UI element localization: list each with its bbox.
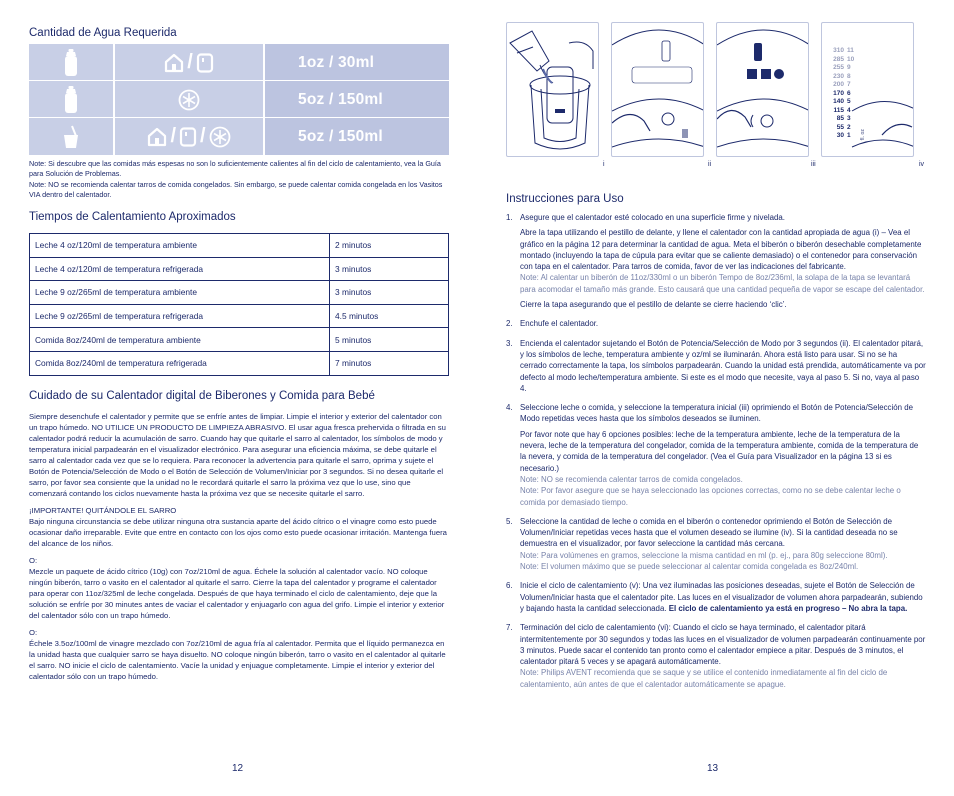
warming-time: 7 minutos: [330, 351, 449, 375]
scale-ml: 55: [836, 123, 844, 131]
scale-unit: fl. oz: [860, 129, 866, 141]
page-number: 13: [707, 763, 719, 774]
step-body: Abre la tapa utilizando el pestillo de delante, y llene el calentador con la cantidad apropiada de agua (i) – Vea el gráfico en la página 12 para determinar la cantidad de agua. Meta el biberón o biberón desechable completamente montado (incluyendo la tapa de cúpula para evitar que se caliente demasiado) o el contenedor para conservación con tapa en el calentador. Para tarros de comida, favor de ver las indicaciones del fabricante.: [520, 228, 922, 272]
list-item: [506, 402, 926, 508]
warming-item: Leche 9 oz/265ml de temperatura refrigerada: [30, 304, 330, 328]
bottle-icon: [63, 49, 79, 77]
scale-oz: 7: [847, 81, 851, 88]
scale-ml: 170: [833, 89, 844, 97]
step-note: Note: Al calentar un biberón de 11oz/330ml o un biberón Tempo de 8oz/236ml, la solapa de la tapa se levantará para acomodar el tamaño más grande. Esto causará que una cantidad pequeña de vapor se escape del calentador.: [520, 273, 925, 294]
scale-ml: 115: [833, 106, 844, 114]
figure-label: i: [603, 161, 605, 168]
scale-oz: 1: [847, 132, 851, 139]
figure-label: iii: [811, 161, 816, 168]
instruction-steps: [506, 212, 926, 690]
quantity-note: Note: Si descubre que las comidas más espesas no son lo suficientemente calientes al fin del ciclo de calentamiento, vea la Guía para Solución de Problemas.: [29, 159, 441, 178]
warming-item: Leche 4 oz/120ml de temperatura refrigerada: [30, 257, 330, 281]
scale-oz: 9: [847, 64, 851, 71]
quantity-value: 5oz / 150ml: [298, 127, 383, 145]
step-note: Note: NO se recomienda calentar tarros de comida congelados.: [520, 474, 743, 484]
warming-item: Leche 9 oz/265ml de temperatura ambiente: [30, 281, 330, 305]
care-paragraph: Bajo ninguna circunstancia se debe utilizar ninguna otra sustancia aparte del ácido cítrico o el vinagre como esto puede ocasionar daño irreparable. Evite que entre en contacto con los ojos como esto puede ocasionar irritación. Mantenga fuera del alcance de los niños.: [29, 517, 447, 548]
scale-oz: 8: [847, 72, 851, 80]
table-row: [30, 351, 449, 375]
quantity-row: / 1oz / 30ml: [29, 44, 449, 81]
table-row: [30, 328, 449, 352]
illustration-mode-select: [716, 22, 809, 157]
scale-ml: 140: [833, 98, 844, 105]
scale-oz: 11: [847, 47, 854, 54]
freezer-icon: [178, 89, 200, 111]
room-temperature-icon: [164, 53, 184, 73]
step-number: 3.: [506, 338, 513, 348]
table-row: [30, 304, 449, 328]
page-number: 12: [232, 763, 244, 774]
illustration-power-button: [611, 22, 704, 157]
warming-time: 3 minutos: [330, 281, 449, 305]
figure-label: ii: [708, 161, 712, 168]
quantity-note-frozen: Note: NO se recomienda calentar tarros de comida congelados. Sin embargo, se puede calentar comida congelada en los Vasitos VIA dentro del calentador.: [29, 180, 443, 199]
volume-scale: [828, 47, 868, 141]
warming-heading: Tiempos de Calentamiento Aproximados: [29, 211, 236, 223]
warming-item: Comida 8oz/240ml de temperatura refrigerada: [30, 351, 330, 375]
cup-icon: [61, 125, 81, 149]
step-number: 2.: [506, 319, 513, 329]
table-row: [30, 257, 449, 281]
scale-oz: 3: [847, 115, 851, 122]
step-warning: El ciclo de calentamiento ya está en progreso – No abra la tapa.: [668, 603, 908, 613]
step-note: Note: El volumen máximo que se puede seleccionar al calentar comida congelada es 8oz/240ml.: [520, 562, 859, 572]
scale-oz: 4: [847, 106, 851, 114]
step-number: 4.: [506, 403, 513, 413]
freezer-icon: [209, 126, 231, 148]
step-lead: Terminación del ciclo de calentamiento (vi): Cuando el ciclo se haya terminado, el calentador pitará intermitentemente por 30 segundos y todas las luces en el visualizador de volumen parpadearán continuamente por 3 minutos. Puede sacar el contenido tan pronto como el calentador empiece a pitar. Después de 3 minutos, el calentador pitará 5 veces y se apagará automáticamente.: [520, 623, 926, 667]
scale-oz: 10: [847, 55, 855, 63]
scale-ml: 310: [833, 47, 844, 54]
figure-label: iv: [919, 161, 925, 168]
list-item: [506, 338, 926, 394]
care-body: [29, 411, 449, 682]
bottle-icon: [63, 86, 79, 114]
list-item: [506, 580, 926, 614]
step-tail: Cierre la tapa asegurando que el pestillo de delante se cierre haciendo ‘clic’.: [520, 300, 787, 310]
step-note: Note: Por favor asegure que se haya seleccionado las opciones correctas, como no se debe calentar leche o comida por demasiado tiempo.: [520, 486, 901, 507]
quantity-row: / / 5oz / 150ml: [29, 118, 449, 155]
step-number: 7.: [506, 623, 513, 633]
water-quantity-table: [29, 44, 449, 155]
scale-ml: 230: [833, 72, 844, 80]
list-item: [506, 212, 926, 310]
step-number: 1.: [506, 213, 513, 222]
quantity-row: [29, 81, 449, 118]
scale-ml: 85: [836, 115, 844, 122]
warming-times-table: [29, 233, 449, 376]
scale-ml: 255: [833, 64, 844, 71]
step-lead: Seleccione leche o comida, y seleccione la temperatura inicial (iii) oprimiendo el Botón de Potencia/Selección de Modo repetidas veces hasta que los símbolos deseados se iluminen.: [520, 403, 913, 424]
step-lead: Encienda el calentador sujetando el Botón de Potencia/Selección de Modo por 3 segundos (ii). El calentador pitará, y los símbolos de leche, temperatura ambiente y oz/ml se iluminarán. Ahora está listo para usar. Si no se ha cerrado correctamente la tapa, los símbolos parpadearán. Cuando la unidad está prendida, automáticamente va por defecto al modo leche/temperatura ambiente. Si este es el modo que necesite, vaya al paso 5. Si no, vaya al paso 4.: [520, 338, 926, 393]
scale-oz: 6: [847, 89, 851, 97]
list-item: [506, 516, 926, 572]
scale-oz: 2: [847, 123, 851, 131]
warming-item: Leche 4 oz/120ml de temperatura ambiente: [30, 234, 330, 258]
warming-time: 4.5 minutos: [330, 304, 449, 328]
step-note: Note: Philips AVENT recomienda que se saque y se utilice el contenido inmediatamente al fin del ciclo de calentamiento, aún antes de que el calentador automáticamente se apague.: [520, 668, 888, 689]
fridge-icon: [179, 127, 197, 147]
room-temperature-icon: [147, 127, 167, 147]
list-item: [506, 318, 926, 329]
step-body: Por favor note que hay 6 opciones posibles: leche de la temperatura ambiente, leche de la temperatura de la nevera, leche de la temperatura del congelador, comida de la temperatura ambiente, comida de la temperatura de la nevera, y comida de la temperatura del congelador. (Vea el Guía para Visualizador en la página 13 si es necesario.): [520, 429, 919, 473]
scale-ml: 285: [833, 55, 844, 63]
care-paragraph: Mezcle un paquete de ácido cítrico (10g) con 7oz/210ml de agua. Échele la solución al calentador vacío. NO coloque ningún biberón, tarro o vasito en el calentador al quitarle el sarro. Cierre la tapa del calentador y programe el calentador para operar con 11oz/325ml de leche congelada. Después de que haya terminado el ciclo de calentamiento, deje que la solución se enfríe por 30 minutes antes de vaciar el calentador y enjuagarlo con agua del grifo. Limpie el interior y exterior del calentador sólo con un trapo húmedo.: [29, 567, 445, 620]
descaling-title: ¡IMPORTANTE! QUITÁNDOLE EL SARRO: [29, 506, 177, 515]
fridge-icon: [196, 53, 214, 73]
scale-ml: 30: [836, 132, 844, 139]
table-row: [30, 281, 449, 305]
step-number: 5.: [506, 516, 513, 526]
table-row: [30, 234, 449, 258]
option-label: O:: [29, 628, 38, 637]
quantity-heading: Cantidad de Agua Requerida: [29, 27, 177, 39]
care-heading: Cuidado de su Calentador digital de Biberones y Comida para Bebé: [29, 390, 375, 402]
quantity-value: 1oz / 30ml: [298, 53, 375, 71]
step-note: Note: Para volúmenes en gramos, seleccione la misma cantidad en ml (p. ej., para 80g seleccione 80ml).: [520, 550, 888, 560]
step-lead: Inicie el ciclo de calentamiento (v): Una vez iluminadas las posiciones deseadas, sujete el Botón de Selección de Volumen/Iniciar hasta que el calentador pite. Las luces en el visualizador de volumen ahora parpadearán, subiendo y bajando hasta la cantidad seleccionada.: [520, 581, 923, 613]
illustration-fill-water: [506, 22, 599, 157]
illustration-volume-select: [821, 22, 914, 157]
list-item: [506, 622, 926, 690]
step-number: 6.: [506, 581, 513, 591]
option-label: O:: [29, 556, 38, 565]
warming-time: 3 minutos: [330, 257, 449, 281]
warming-item: Comida 8oz/240ml de temperatura ambiente: [30, 328, 330, 352]
warming-time: 5 minutos: [330, 328, 449, 352]
care-paragraph: Échele 3.5oz/100ml de vinagre mezclado con 7oz/210ml de agua fría al calentador. Permita que el líquido permanezca en la unidad hasta que cualquier sarro se haya disuelto. NO coloque ningún biberón, tarro o vasito en el calentador al quitarle el sarro. NO inicie el ciclo de calentamiento. Vacíe la unidad y enjuague completamente. Limpie el interior y exterior del calentador sólo con un trapo húmedo.: [29, 639, 446, 681]
step-lead: Seleccione la cantidad de leche o comida en el biberón o contenedor oprimiendo el Botón de Selección de Volumen/Iniciar repetidas veces hasta que el volumen deseado se ilumine (iv). Si la cantidad deseada no se demuestra en el visualizador, por favor seleccione la cantidad más cercana.: [520, 516, 898, 549]
quantity-value: 5oz / 150ml: [298, 90, 383, 108]
warming-time: 2 minutos: [330, 234, 449, 258]
care-paragraph: Siempre desenchufe el calentador y permite que se enfríe antes de limpiar. Limpie el interior y exterior del calentador con un trapo húmedo. NO UTILICE UN PRODUCTO DE LIMPIEZA ABRASIVO. El usar agua fresca prehervida o filtrada en su calentador podrá reducir la acumulación de sarro. Cuando hay que quitarle el sarro al calentador, los símbolos de modo y temperatura inicial parpadearán en el visualizador electrónico. Para asegurar una eficiencia máxima, se debe quitarle el sarro al calentador cada vez que se lo requiera. Para reconocer la advertencia para quitarle el sarro, oprima y sujete el Botón de Potencia/Selección de Modo o el Botón de Selección de Volumen/Iniciar por 3 segundos. Si no desea quitarle el sarro, por favor sea consiente que la unidad no le recordará quitarle el sarro la próxima vez que lo use, sino que comenzará contando los ciclos nuevamente hasta la próxima vez que se necesite quitarle el sarro.: [29, 412, 446, 498]
step-lead: Asegure que el calentador esté colocado en una superficie firme y nivelada.: [520, 213, 785, 222]
instructions-heading: Instrucciones para Uso: [506, 193, 624, 205]
scale-oz: 5: [847, 98, 851, 105]
step-lead: Enchufe el calentador.: [520, 319, 599, 329]
scale-ml: 200: [833, 81, 844, 88]
